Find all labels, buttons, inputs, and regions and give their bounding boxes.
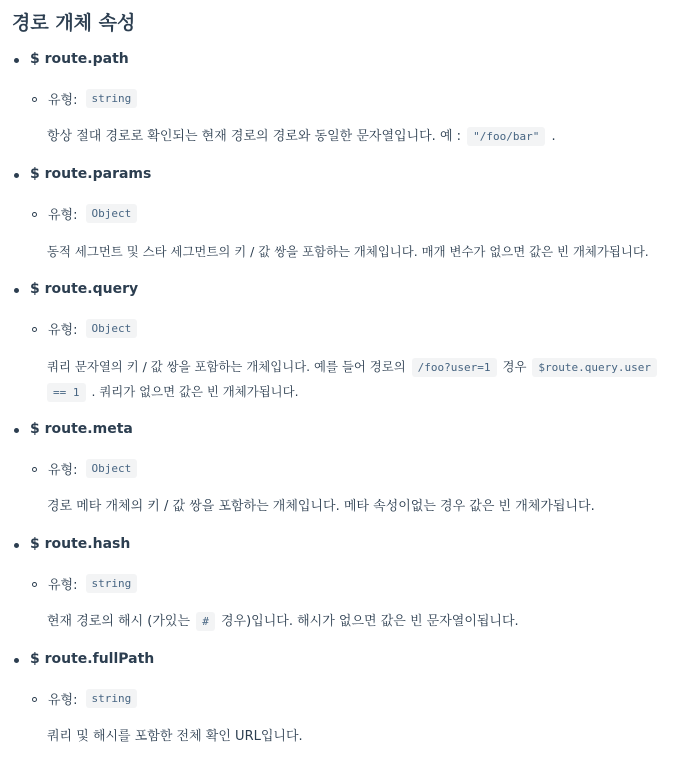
type-code: string <box>86 574 138 593</box>
desc-text: . 쿼리가 없으면 값은 빈 개체가됩니다. <box>91 384 299 399</box>
type-code: Object <box>86 319 138 338</box>
prop-description <box>47 725 677 749</box>
type-row <box>48 204 139 223</box>
prop-name: $ route.params <box>30 166 152 182</box>
desc-text: 현재 경로의 해시 (가있는 <box>47 614 191 629</box>
bullet-circle-icon <box>32 467 37 472</box>
desc-text: 경우)입니다. 해시가 없으면 값은 빈 문자열이됩니다. <box>220 614 519 629</box>
desc-code: /foo?user=1 <box>412 358 497 377</box>
type-label: 유형: <box>48 578 78 593</box>
prop-name: $ route.fullPath <box>30 651 155 667</box>
desc-text: 쿼리 문자열의 키 / 값 쌍을 포함하는 개체입니다. 예를 들어 경로의 <box>47 359 406 374</box>
type-row <box>48 574 139 593</box>
bullet-disc-icon <box>14 543 19 548</box>
type-label: 유형: <box>48 323 78 338</box>
prop-description <box>47 355 677 405</box>
desc-text: 항상 절대 경로로 확인되는 현재 경로의 경로와 동일한 문자열입니다. 예 : <box>47 129 462 144</box>
desc-code: # <box>196 612 215 631</box>
type-label: 유형: <box>48 463 78 478</box>
type-row <box>48 319 139 338</box>
desc-text: 쿼리 및 해시를 포함한 전체 확인 URL입니다. <box>47 729 303 744</box>
desc-text: 경우 <box>502 359 527 374</box>
bullet-circle-icon <box>32 697 37 702</box>
prop-description <box>47 495 677 519</box>
desc-line <box>47 380 677 405</box>
desc-code: $route.query.user <box>532 358 657 377</box>
bullet-disc-icon <box>14 58 19 63</box>
type-code: string <box>86 689 138 708</box>
section-title: 경로 개체 속성 <box>12 12 136 34</box>
type-code: Object <box>86 204 138 223</box>
type-row <box>48 89 139 108</box>
type-label: 유형: <box>48 693 78 708</box>
prop-name: $ route.query <box>30 281 139 297</box>
desc-code: "/foo/bar" <box>467 127 545 146</box>
type-label: 유형: <box>48 208 78 223</box>
prop-name: $ route.path <box>30 51 129 67</box>
desc-text: 동적 세그먼트 및 스타 세그먼트의 키 / 값 쌍을 포함하는 개체입니다. 매개 변수가 없으면 값은 빈 개체가됩니다. <box>47 244 649 259</box>
bullet-circle-icon <box>32 97 37 102</box>
bullet-disc-icon <box>14 173 19 178</box>
prop-name: $ route.meta <box>30 421 133 437</box>
bullet-circle-icon <box>32 582 37 587</box>
bullet-circle-icon <box>32 327 37 332</box>
desc-code: == 1 <box>47 383 86 402</box>
type-row <box>48 689 139 708</box>
desc-text: 경로 메타 개체의 키 / 값 쌍을 포함하는 개체입니다. 메타 속성이없는 경우 값은 빈 개체가됩니다. <box>47 499 595 514</box>
prop-description <box>47 125 677 149</box>
bullet-disc-icon <box>14 428 19 433</box>
bullet-disc-icon <box>14 658 19 663</box>
prop-description <box>47 610 677 634</box>
bullet-disc-icon <box>14 288 19 293</box>
prop-description <box>47 240 677 264</box>
bullet-circle-icon <box>32 212 37 217</box>
desc-line <box>47 355 677 380</box>
type-code: string <box>86 89 138 108</box>
type-code: Object <box>86 459 138 478</box>
desc-text: . <box>551 129 556 144</box>
type-label: 유형: <box>48 93 78 108</box>
prop-name: $ route.hash <box>30 536 131 552</box>
type-row <box>48 459 139 478</box>
